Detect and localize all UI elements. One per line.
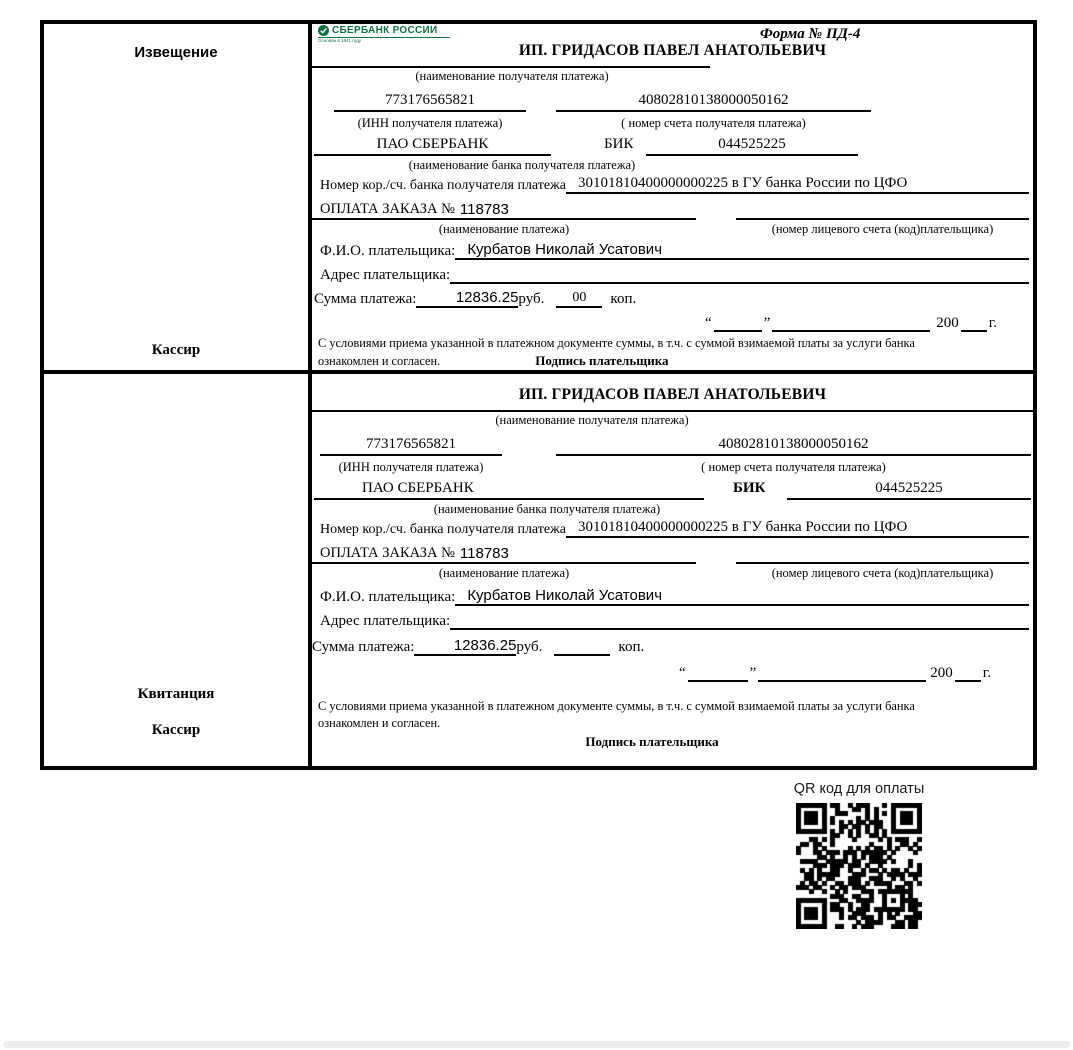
corr-account-label: Номер кор./сч. банка получателя платежа — [320, 522, 566, 537]
address-row — [320, 608, 1029, 630]
rub-label: руб. — [516, 639, 543, 655]
agreement-line2: ознакомлен и согласен. — [318, 716, 441, 730]
account-caption: ( номер счета получателя платежа) — [701, 460, 886, 474]
recipient-caption: (наименование получателя платежа) — [495, 413, 689, 427]
amount-label: Сумма платежа: — [312, 639, 415, 655]
amount-kop-field: 00 — [556, 290, 602, 308]
quote-open: “ — [704, 315, 712, 331]
quote-close: ” — [749, 665, 757, 681]
payment-name-text: ОПЛАТА ЗАКАЗА № — [320, 201, 455, 217]
notice-side-cell — [44, 24, 312, 370]
year-prefix: 200 — [930, 665, 953, 681]
account-field: 40802810138000050162 — [556, 88, 871, 112]
personal-account-field — [736, 562, 1029, 564]
horizontal-scrollbar[interactable] — [3, 1041, 1070, 1048]
amount-row — [314, 286, 636, 308]
order-number: 118783 — [459, 545, 509, 562]
year-line — [961, 316, 987, 332]
recipient-caption: (наименование получателя платежа) — [415, 69, 609, 83]
year-line — [955, 666, 981, 682]
bank-caption: (наименование банка получателя платежа) — [433, 502, 661, 516]
payer-label: Ф.И.О. плательщика: — [320, 589, 456, 605]
form-number-label: Форма № ПД-4 — [760, 26, 861, 42]
year-suffix: г. — [988, 315, 997, 331]
corr-account-row — [320, 516, 1029, 538]
rub-label: руб. — [518, 291, 545, 307]
corr-account-label: Номер кор./сч. банка получателя платежа — [320, 178, 566, 193]
signature-label: Подпись плательщика — [535, 353, 669, 368]
amount-row — [312, 634, 644, 656]
payment-name-field — [312, 201, 696, 220]
payment-name-text: ОПЛАТА ЗАКАЗА № — [320, 545, 455, 561]
amount-label: Сумма платежа: — [314, 291, 417, 307]
payer-name-field: Курбатов Николай Усатович — [455, 241, 1029, 260]
bank-name-field: ПАО СБЕРБАНК — [314, 476, 704, 500]
bank-caption: (наименование банка получателя платежа) — [408, 158, 636, 172]
account-field: 40802810138000050162 — [556, 432, 1031, 456]
notice-cashier-label: Кассир — [151, 342, 201, 358]
notice-section — [44, 24, 1033, 374]
receipt-cashier-label: Кассир — [151, 722, 201, 738]
sberbank-logo-icon — [318, 25, 329, 36]
date-day-line — [688, 666, 748, 682]
personal-account-field — [736, 218, 1029, 220]
qr-block — [788, 781, 930, 929]
year-suffix: г. — [982, 665, 991, 681]
agreement-text — [318, 698, 1008, 732]
recipient-underline — [312, 66, 710, 68]
recipient-name-title: ИП. ГРИДАСОВ ПАВЕЛ АНАТОЛЬЕВИЧ — [518, 386, 827, 403]
corr-account-row — [320, 172, 1029, 194]
qr-label: QR код для оплаты — [793, 781, 925, 797]
receipt-side-label: Квитанция — [137, 686, 215, 702]
notice-side-label: Извещение — [134, 44, 218, 61]
bik-field: 044525225 — [787, 476, 1031, 500]
year-prefix: 200 — [936, 315, 959, 331]
kop-label: коп. — [618, 639, 645, 655]
agreement-line2: ознакомлен и согласен. — [318, 354, 441, 368]
account-caption: ( номер счета получателя платежа) — [621, 116, 806, 130]
address-field — [450, 282, 1029, 284]
bik-label: БИК — [604, 136, 634, 152]
inn-field: 773176565821 — [320, 432, 502, 456]
receipt-side-cell — [44, 374, 312, 766]
amount-kop-field — [554, 654, 610, 656]
payment-name-row — [312, 198, 1029, 220]
order-number: 118783 — [459, 201, 509, 218]
corr-account-field: 30101810400000000225 в ГУ банка России по ЦФО — [566, 519, 1029, 538]
agreement-line1: С условиями приема указанной в платежном документе суммы, в т.ч. с суммой взимаемой платы за услуги банка — [318, 336, 915, 350]
quote-close: ” — [763, 315, 771, 331]
bank-name-field: ПАО СБЕРБАНК — [314, 132, 551, 156]
payment-name-field — [312, 545, 696, 564]
agreement-text — [318, 335, 1008, 370]
kop-label: коп. — [610, 291, 637, 307]
agreement-line2-row — [318, 352, 1008, 370]
recipient-underline — [312, 410, 1033, 412]
inn-caption: (ИНН получателя платежа) — [357, 116, 503, 130]
address-label: Адрес плательщика: — [320, 267, 451, 283]
qr-code — [796, 803, 922, 929]
amount-rub-field: 12836.25 — [416, 289, 518, 308]
sberbank-logo — [318, 25, 450, 43]
payment-name-row — [312, 542, 1029, 564]
personal-account-caption: (номер лицевого счета (код)плательщика) — [771, 222, 994, 236]
date-row — [679, 660, 991, 682]
pd4-form-table — [40, 20, 1037, 770]
corr-account-field: 30101810400000000225 в ГУ банка России по ЦФО — [566, 175, 1029, 194]
sberbank-logo-text: СБЕРБАНК РОССИИ — [332, 25, 438, 36]
date-day-line — [714, 316, 762, 332]
notice-form-area — [312, 24, 1033, 370]
payer-row — [320, 584, 1029, 606]
bik-label: БИК — [733, 480, 766, 496]
date-month-line — [758, 666, 926, 682]
sberbank-logo-tagline: Основан в 1841 году — [318, 38, 362, 43]
personal-account-caption: (номер лицевого счета (код)плательщика) — [771, 566, 994, 580]
address-label: Адрес плательщика: — [320, 613, 451, 629]
payer-label: Ф.И.О. плательщика: — [320, 243, 456, 259]
inn-caption: (ИНН получателя платежа) — [338, 460, 484, 474]
address-field — [450, 628, 1029, 630]
payment-caption: (наименование платежа) — [438, 222, 570, 236]
agreement-line1: С условиями приема указанной в платежном документе суммы, в т.ч. с суммой взимаемой платы за услуги банка — [318, 699, 915, 713]
recipient-name-title: ИП. ГРИДАСОВ ПАВЕЛ АНАТОЛЬЕВИЧ — [518, 42, 827, 59]
bik-field: 044525225 — [646, 132, 858, 156]
payment-caption: (наименование платежа) — [438, 566, 570, 580]
receipt-section — [44, 374, 1033, 766]
payer-name-field: Курбатов Николай Усатович — [455, 587, 1029, 606]
amount-rub-field: 12836.25 — [414, 637, 516, 656]
inn-field: 773176565821 — [334, 88, 526, 112]
date-month-line — [772, 316, 930, 332]
address-row — [320, 262, 1029, 284]
signature-label: Подпись плательщика — [585, 734, 719, 749]
payer-row — [320, 238, 1029, 260]
sberbank-logo-row — [318, 25, 450, 38]
quote-open: “ — [678, 665, 686, 681]
receipt-form-area — [312, 374, 1033, 766]
date-row — [705, 310, 997, 332]
